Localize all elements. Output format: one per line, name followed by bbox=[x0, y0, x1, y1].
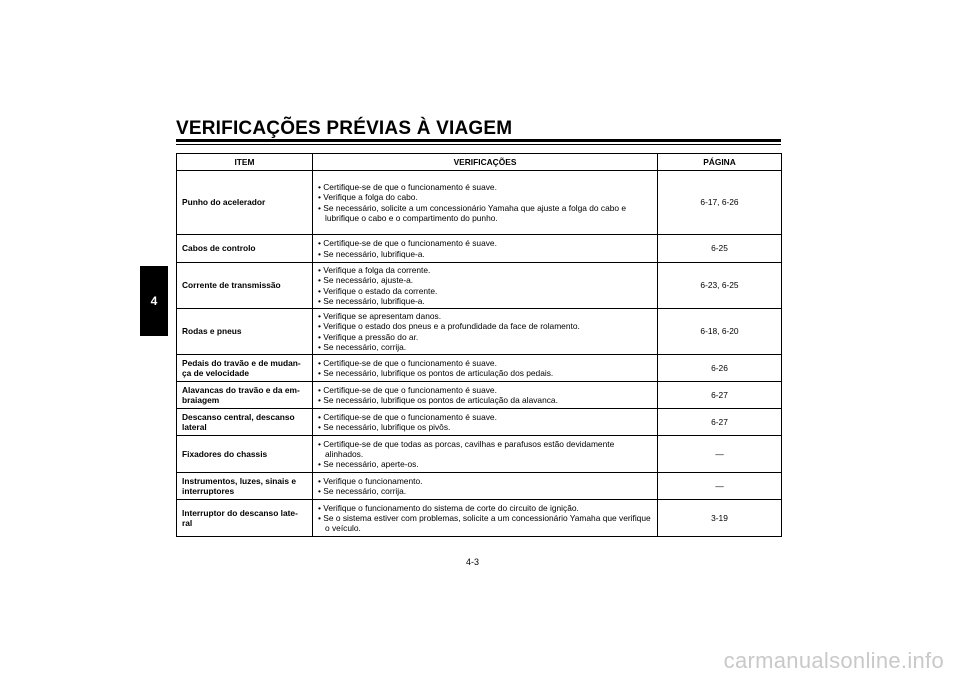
check-line: • Se necessário, corrija. bbox=[318, 341, 407, 352]
table-row bbox=[177, 309, 782, 355]
check-line: • Certifique-se de que o funcionamento é suave. bbox=[318, 238, 497, 249]
row-checks bbox=[313, 235, 658, 263]
check-line: • Se necessário, corrija. bbox=[318, 486, 407, 496]
chapter-tab bbox=[140, 266, 168, 336]
check-line: • Se necessário, lubrifique os pivôs. bbox=[318, 422, 451, 432]
check-line: • Verifique o funcionamento do sistema de corte do circuito de ignição. bbox=[318, 502, 579, 513]
table-row bbox=[177, 409, 782, 436]
check-line: • Verifique a folga do cabo. bbox=[318, 192, 418, 203]
row-checks bbox=[313, 436, 658, 473]
check-line: • Se necessário, lubrifique-a. bbox=[318, 295, 425, 306]
check-line: • Certifique-se de que o funcionamento é suave. bbox=[318, 384, 497, 395]
row-checks bbox=[313, 409, 658, 436]
check-line: • Verifique a folga da corrente. bbox=[318, 265, 431, 276]
chapter-tab-number: 4 bbox=[150, 294, 158, 308]
title-rule-thick bbox=[176, 139, 781, 142]
check-line: • Se o sistema estiver com problemas, solicite a um concessionário Yamaha que verifique o veículo. bbox=[318, 512, 651, 534]
row-checks bbox=[313, 309, 658, 355]
row-item: Interruptor do descanso late-ral bbox=[177, 500, 313, 537]
row-item: Pedais do travão e de mudan-ça de velocidade bbox=[177, 355, 313, 382]
check-line: • Certifique-se de que o funcionamento é suave. bbox=[318, 411, 497, 422]
watermark: carmanualsonline.info bbox=[723, 648, 944, 673]
row-page: 6-26 bbox=[658, 355, 782, 382]
table-row bbox=[177, 171, 782, 235]
row-checks bbox=[313, 355, 658, 382]
row-checks bbox=[313, 473, 658, 500]
row-item: Descanso central, descanso lateral bbox=[177, 409, 313, 436]
check-line: • Se necessário, lubrifique os pontos de articulação dos pedais. bbox=[318, 368, 554, 378]
row-page: 6-23, 6-25 bbox=[658, 263, 782, 309]
check-line: • Certifique-se de que todas as porcas, cavilhas e parafusos estão devidamente alinhados. bbox=[318, 438, 615, 459]
table-row bbox=[177, 382, 782, 409]
row-page: 6-18, 6-20 bbox=[658, 309, 782, 355]
row-item: Corrente de transmissão bbox=[177, 263, 313, 309]
table-row bbox=[177, 263, 782, 309]
check-line: • Se necessário, lubrifique-a. bbox=[318, 248, 425, 259]
row-item: Fixadores do chassis bbox=[177, 436, 313, 473]
header-page: PÁGINA bbox=[658, 154, 782, 171]
row-page: 6-27 bbox=[658, 382, 782, 409]
page-number: 4-3 bbox=[466, 557, 480, 567]
check-line: • Se necessário, solicite a um concessionário Yamaha que ajuste a folga do cabo e lubrifique o cabo e o compartimento do punho. bbox=[318, 202, 627, 223]
check-line: • Se necessário, ajuste-a. bbox=[318, 275, 414, 286]
row-item: Punho do acelerador bbox=[177, 171, 313, 235]
row-page: 6-17, 6-26 bbox=[658, 171, 782, 235]
table-row bbox=[177, 500, 782, 537]
row-item: Alavancas do travão e da em-braiagem bbox=[177, 382, 313, 409]
row-page: 6-27 bbox=[658, 409, 782, 436]
page-title: VERIFICAÇÕES PRÉVIAS À VIAGEM bbox=[176, 118, 513, 139]
row-checks bbox=[313, 382, 658, 409]
row-checks bbox=[313, 500, 658, 537]
table-row bbox=[177, 355, 782, 382]
check-line: • Certifique-se de que o funcionamento é suave. bbox=[318, 357, 497, 368]
check-line: • Verifique a pressão do ar. bbox=[318, 331, 419, 342]
check-line: • Verifique se apresentam danos. bbox=[318, 311, 442, 322]
row-checks bbox=[313, 171, 658, 235]
title-rule-thin bbox=[176, 144, 781, 145]
check-line: • Verifique o funcionamento. bbox=[318, 475, 423, 486]
row-item: Instrumentos, luzes, sinais e interruptores bbox=[177, 473, 313, 500]
row-item: Rodas e pneus bbox=[177, 309, 313, 355]
check-line: • Verifique o estado da corrente. bbox=[318, 285, 438, 296]
check-line: • Verifique o estado dos pneus e a profundidade da face de rolamento. bbox=[318, 321, 580, 332]
row-page: 6-25 bbox=[658, 235, 782, 263]
row-page: — bbox=[658, 473, 782, 500]
row-page: 3-19 bbox=[658, 500, 782, 537]
row-item: Cabos de controlo bbox=[177, 235, 313, 263]
check-line: • Se necessário, lubrifique os pontos de articulação da alavanca. bbox=[318, 395, 558, 405]
row-checks bbox=[313, 263, 658, 309]
table-row bbox=[177, 436, 782, 473]
row-page: — bbox=[658, 436, 782, 473]
table-row bbox=[177, 235, 782, 263]
pre-ride-checks-table bbox=[176, 153, 782, 537]
check-line: • Certifique-se de que o funcionamento é suave. bbox=[318, 182, 497, 193]
header-checks: VERIFICAÇÕES bbox=[313, 154, 658, 171]
header-item: ITEM bbox=[177, 154, 313, 171]
check-line: • Se necessário, aperte-os. bbox=[318, 459, 419, 470]
table-header-row bbox=[177, 154, 782, 171]
table-row bbox=[177, 473, 782, 500]
